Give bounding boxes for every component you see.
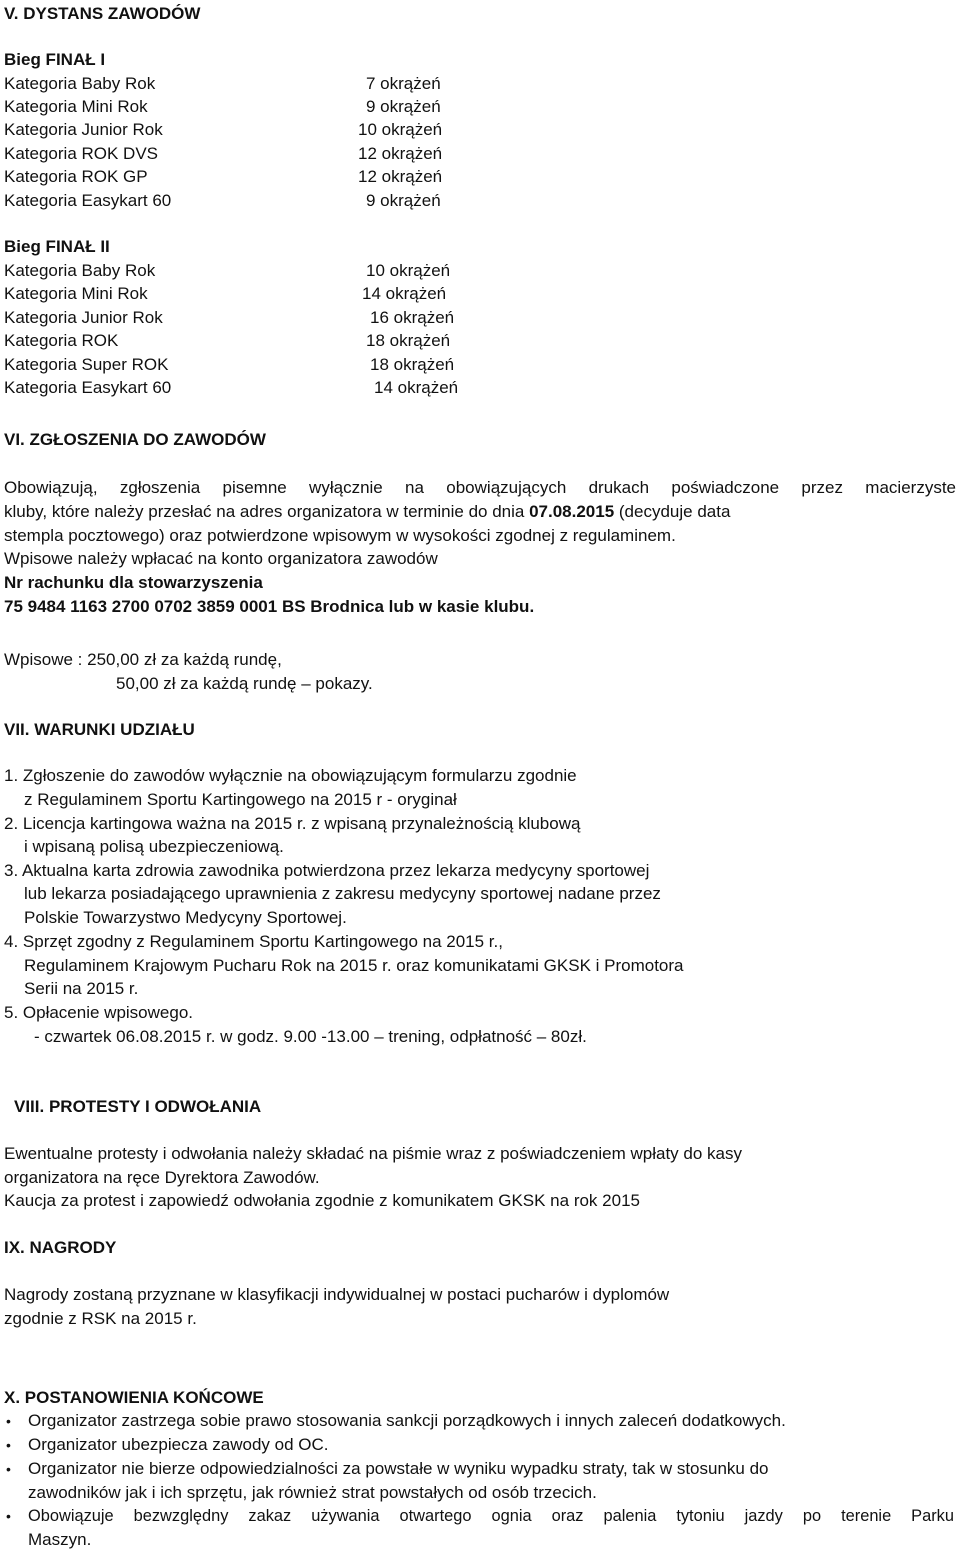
final-2-laps: 10 okrążeń — [366, 261, 451, 280]
bullet-icon: • — [6, 1413, 11, 1429]
bullet-icon: • — [6, 1437, 11, 1453]
condition-line: Regulaminem Krajowym Pucharu Rok na 2015 r. oraz komunikatami GKSK i Promotora — [24, 956, 684, 975]
provision-item: Organizator zastrzega sobie prawo stosowania sankcji porządkowych i innych zaleceń dodatkowych. — [28, 1411, 786, 1430]
final-1-laps: 12 okrążeń — [358, 167, 443, 186]
final-1-category: Kategoria ROK DVS — [4, 144, 159, 163]
awards-line-1: Nagrody zostaną przyznane w klasyfikacji indywidualnej w postaci pucharów i dyplomów — [4, 1285, 670, 1304]
section-7-title: VII. WARUNKI UDZIAŁU — [4, 720, 195, 739]
final-2-category: Kategoria Baby Rok — [4, 261, 156, 280]
condition-line: 4. Sprzęt zgodny z Regulaminem Sportu Kartingowego na 2015 r., — [4, 932, 503, 951]
provision-item-cont: Maszyn. — [28, 1530, 92, 1549]
deadline-date: 07.08. — [529, 502, 577, 521]
condition-line: lub lekarza posiadającego uprawnienia z zakresu medycyny sportowej nadane przez — [24, 884, 661, 903]
final-2-category: Kategoria Easykart 60 — [4, 378, 172, 397]
provision-item: Organizator nie bierze odpowiedzialności za powstałe w wyniku wypadku straty, tak w stosunku do — [28, 1459, 769, 1478]
condition-line: i wpisaną polisą ubezpieczeniową. — [24, 837, 284, 856]
bullet-icon: • — [6, 1508, 11, 1524]
final-2-category: Kategoria ROK — [4, 331, 119, 350]
final-1-laps: 12 okrążeń — [358, 144, 443, 163]
registration-line-3: stempla pocztowego) oraz potwierdzone wpisowym w wysokości zgodnej z regulaminem. — [4, 526, 676, 545]
final-2-category: Kategoria Super ROK — [4, 355, 169, 374]
bullet-icon: • — [6, 1461, 11, 1477]
provision-item-cont: zawodników jak i ich sprzętu, jak również strat powstałych od osób trzecich. — [28, 1483, 597, 1502]
section-6-title: VI. ZGŁOSZENIA DO ZAWODÓW — [4, 430, 266, 449]
provision-item: Organizator ubezpiecza zawody od OC. — [28, 1435, 329, 1454]
final-2-category: Kategoria Mini Rok — [4, 284, 148, 303]
protest-line-1: Ewentualne protesty i odwołania należy składać na piśmie wraz z poświadczeniem wpłaty do kasy — [4, 1144, 742, 1163]
provision-item: Obowiązuje bezwzględny zakaz używania otwartego ognia oraz palenia tytoniu jazdy po terenie Parku — [28, 1507, 954, 1525]
final-2-category: Kategoria Junior Rok — [4, 308, 163, 327]
final-1-title: Bieg FINAŁ I — [4, 50, 106, 69]
protest-line-3: Kaucja za protest i zapowiedź odwołania zgodnie z komunikatem GKSK na rok 2015 — [4, 1191, 640, 1210]
section-5-title: V. DYSTANS ZAWODÓW — [4, 4, 201, 23]
deadline-year: 2015 — [576, 502, 615, 521]
final-1-category: Kategoria Mini Rok — [4, 97, 148, 116]
final-2-laps: 18 okrążeń — [366, 331, 451, 350]
final-2-laps: 18 okrążeń — [370, 355, 455, 374]
registration-line-2 — [4, 502, 956, 522]
fee-line-1: Wpisowe : 250,00 zł za każdą rundę, — [4, 650, 282, 669]
condition-line: 2. Licencja kartingowa ważna na 2015 r. z wpisaną przynależnością klubową — [4, 814, 581, 833]
fee-payment-note: Wpisowe należy wpłacać na konto organizatora zawodów — [4, 549, 438, 568]
final-1-laps: 7 okrążeń — [366, 74, 441, 93]
section-8-title: VIII. PROTESTY I ODWOŁANIA — [14, 1097, 262, 1116]
registration-line-1: Obowiązują, zgłoszenia pisemne wyłącznie na obowiązujących drukach poświadczone przez macierzyste — [4, 478, 956, 497]
awards-line-2: zgodnie z RSK na 2015 r. — [4, 1309, 197, 1328]
account-number: 75 9484 1163 2700 0702 3859 0001 BS Brodnica lub w kasie klubu. — [4, 597, 535, 616]
condition-line: - czwartek 06.08.2015 r. w godz. 9.00 -13.00 – trening, odpłatność – 80zł. — [34, 1027, 587, 1046]
registration-text: kluby, które należy przesłać na adres organizatora w terminie do dnia — [4, 502, 530, 521]
final-2-laps: 16 okrążeń — [370, 308, 455, 327]
final-1-category: Kategoria Baby Rok — [4, 74, 156, 93]
condition-line: z Regulaminem Sportu Kartingowego na 2015 r - oryginał — [24, 790, 457, 809]
final-1-laps: 10 okrążeń — [358, 120, 443, 139]
condition-line: 5. Opłacenie wpisowego. — [4, 1003, 194, 1022]
section-9-title: IX. NAGRODY — [4, 1238, 117, 1257]
condition-line: Serii na 2015 r. — [24, 979, 139, 998]
protest-line-2: organizatora na ręce Dyrektora Zawodów. — [4, 1168, 320, 1187]
final-1-category: Kategoria Easykart 60 — [4, 191, 172, 210]
account-label: Nr rachunku dla stowarzyszenia — [4, 573, 263, 592]
final-2-laps: 14 okrążeń — [362, 284, 447, 303]
final-1-laps: 9 okrążeń — [366, 97, 441, 116]
condition-line: Polskie Towarzystwo Medycyny Sportowej. — [24, 908, 347, 927]
registration-text: (decyduje data — [614, 502, 731, 521]
final-2-laps: 14 okrążeń — [374, 378, 459, 397]
condition-line: 1. Zgłoszenie do zawodów wyłącznie na obowiązującym formularzu zgodnie — [4, 766, 577, 785]
final-1-laps: 9 okrążeń — [366, 191, 441, 210]
section-10-title: X. POSTANOWIENIA KOŃCOWE — [4, 1388, 264, 1407]
final-1-category: Kategoria Junior Rok — [4, 120, 163, 139]
fee-line-2: 50,00 zł za każdą rundę – pokazy. — [116, 674, 373, 693]
final-1-category: Kategoria ROK GP — [4, 167, 148, 186]
final-2-title: Bieg FINAŁ II — [4, 237, 110, 256]
condition-line: 3. Aktualna karta zdrowia zawodnika potwierdzona przez lekarza medycyny sportowej — [4, 861, 650, 880]
